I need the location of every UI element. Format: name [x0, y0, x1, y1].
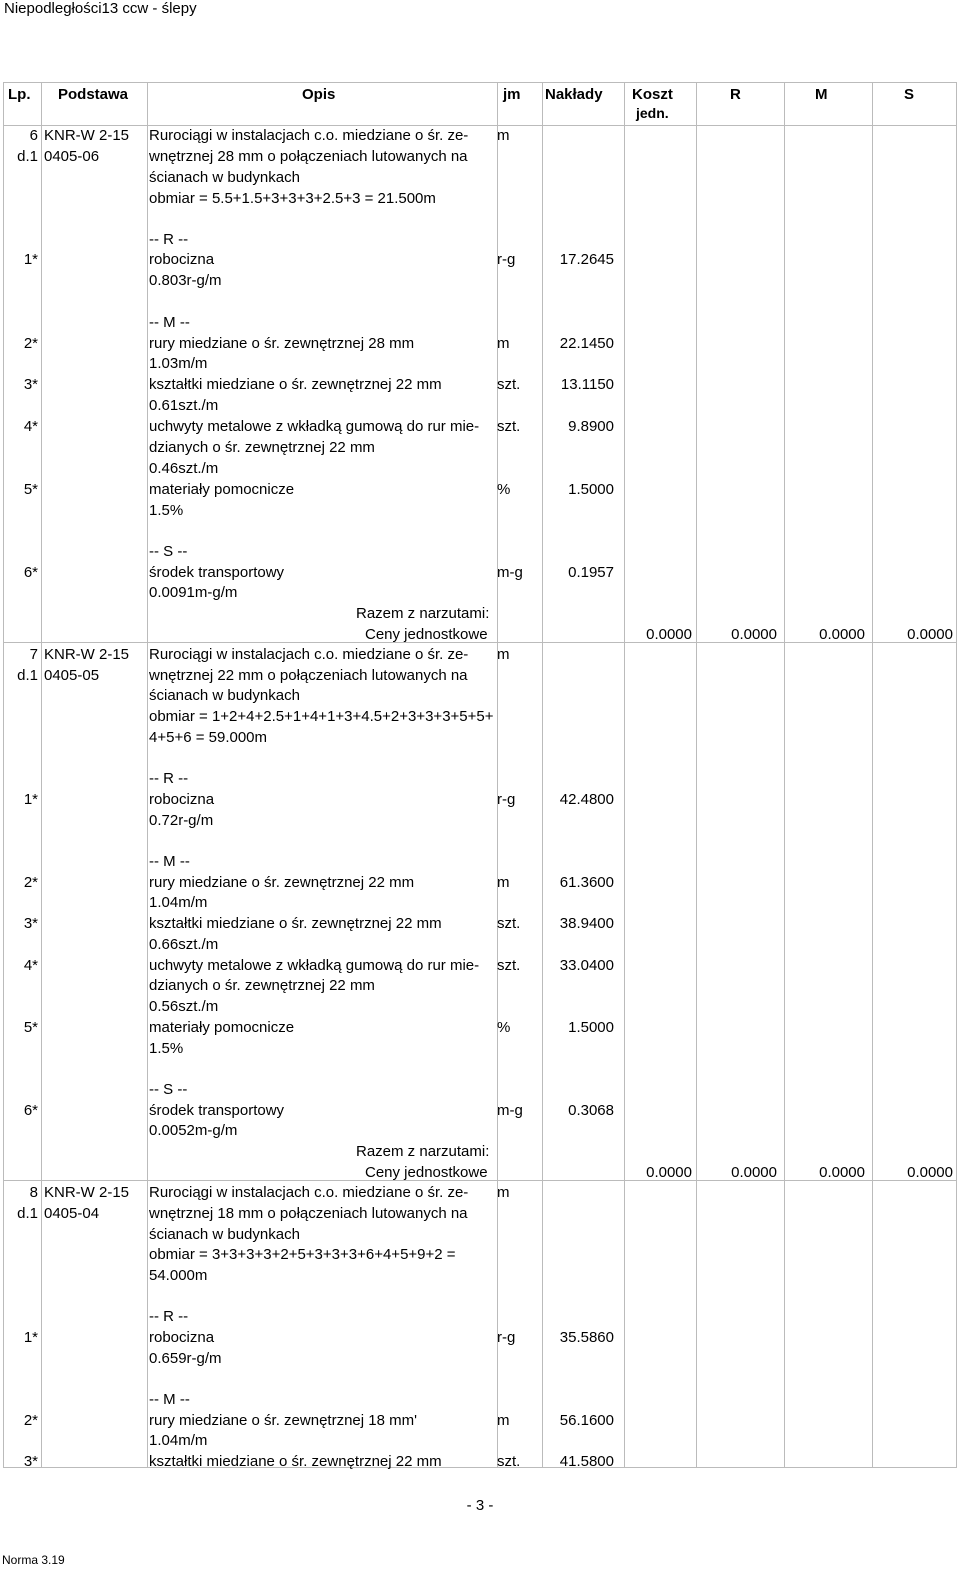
item-qty: 38.9400 — [559, 915, 614, 932]
item-lp: 6* — [23, 564, 38, 581]
item-lp: 2* — [23, 1412, 38, 1429]
item-lp: 3* — [23, 376, 38, 393]
description-line: ścianach w budynkach — [149, 687, 300, 704]
header-m: M — [815, 86, 828, 103]
cost-table — [3, 82, 957, 1468]
item-norm: 0.803r-g/m — [149, 272, 222, 289]
item-norm: 1.04m/m — [149, 1432, 208, 1449]
item-name: materiały pomocnicze — [149, 1019, 295, 1036]
section-m-header: -- M -- — [149, 853, 190, 870]
cost-r: 0.0000 — [731, 626, 777, 643]
item-lp: 4* — [23, 957, 38, 974]
item-unit: r-g — [497, 251, 516, 268]
item-qty: 41.5800 — [559, 1453, 614, 1470]
section-s-header: -- S -- — [149, 543, 188, 560]
item-norm: 0.46szt./m — [149, 460, 219, 477]
header-amount: Nakłady — [545, 86, 603, 103]
item-name: kształtki miedziane o śr. zewnętrznej 22 mm — [149, 376, 442, 393]
column-divider — [542, 83, 543, 1467]
item-qty: 35.5860 — [559, 1329, 614, 1346]
section-r-header: -- R -- — [149, 1308, 189, 1325]
description-line: 4+5+6 = 59.000m — [149, 729, 268, 746]
item-qty: 0.3068 — [568, 1102, 614, 1119]
item-name: kształtki miedziane o śr. zewnętrznej 22 mm — [149, 1453, 442, 1470]
item-name: materiały pomocnicze — [149, 481, 295, 498]
position-prefix: d.1 — [17, 148, 38, 165]
cost-unit: 0.0000 — [646, 1164, 692, 1181]
position-basis: KNR-W 2-15 — [44, 1184, 130, 1201]
header-description: Opis — [302, 86, 336, 103]
column-divider — [497, 83, 498, 1467]
description-line: Rurociągi w instalacjach c.o. miedziane o śr. ze- — [149, 127, 469, 144]
item-qty: 1.5000 — [568, 481, 614, 498]
item-lp: 3* — [23, 915, 38, 932]
item-qty: 13.1150 — [560, 376, 614, 393]
item-name-cont: dzianych o śr. zewnętrznej 22 mm — [149, 439, 375, 456]
description-line: obmiar = 1+2+4+2.5+1+4+1+3+4.5+2+3+3+3+5+5+ — [149, 708, 494, 725]
item-lp: 2* — [23, 335, 38, 352]
summary-unit-prices-label: Ceny jednostkowe — [365, 626, 488, 643]
item-name: uchwyty metalowe z wkładką gumową do rur mie- — [149, 418, 480, 435]
header-s: S — [904, 86, 915, 103]
column-divider — [696, 83, 697, 1467]
item-name: robocizna — [149, 1329, 215, 1346]
item-unit: szt. — [497, 1453, 521, 1470]
header-lp: Lp. — [8, 86, 31, 103]
item-lp: 1* — [23, 251, 38, 268]
position-number: 7 — [29, 646, 38, 663]
cost-m: 0.0000 — [819, 1164, 865, 1181]
header-cost: Koszt — [632, 86, 673, 103]
description-line: wnętrznej 28 mm o połączeniach lutowanych na — [149, 148, 468, 165]
item-norm: 0.66szt./m — [149, 936, 219, 953]
item-norm: 0.0091m-g/m — [149, 584, 238, 601]
page-number: - 3 - — [466, 1497, 494, 1514]
description-line: wnętrznej 22 mm o połączeniach lutowanych na — [149, 667, 468, 684]
item-qty: 56.1600 — [559, 1412, 614, 1429]
item-norm: 1.03m/m — [149, 355, 208, 372]
item-qty: 22.1450 — [559, 335, 614, 352]
section-s-header: -- S -- — [149, 1081, 188, 1098]
header-cost-unit: jedn. — [636, 105, 669, 121]
item-unit: m — [497, 874, 510, 891]
column-divider — [147, 83, 148, 1467]
item-name: środek transportowy — [149, 1102, 285, 1119]
header-unit: jm — [503, 86, 521, 103]
item-norm: 0.0052m-g/m — [149, 1122, 238, 1139]
description-line: Rurociągi w instalacjach c.o. miedziane o śr. ze- — [149, 646, 469, 663]
footer-norma: Norma 3.19 — [2, 1553, 65, 1567]
description-line: ścianach w budynkach — [149, 1226, 300, 1243]
header-r: R — [730, 86, 741, 103]
header-divider — [4, 125, 956, 126]
item-name: środek transportowy — [149, 564, 285, 581]
item-norm: 1.5% — [149, 1040, 184, 1057]
item-lp: 2* — [23, 874, 38, 891]
item-unit: szt. — [497, 418, 521, 435]
position-prefix: d.1 — [17, 667, 38, 684]
position-basis-code: 0405-05 — [44, 667, 100, 684]
position-prefix: d.1 — [17, 1205, 38, 1222]
item-qty: 0.1957 — [568, 564, 614, 581]
section-m-header: -- M -- — [149, 1391, 190, 1408]
section-m-header: -- M -- — [149, 314, 190, 331]
item-lp: 1* — [23, 791, 38, 808]
item-qty: 1.5000 — [568, 1019, 614, 1036]
item-qty: 33.0400 — [559, 957, 614, 974]
position-basis-code: 0405-04 — [44, 1205, 100, 1222]
item-unit: m-g — [497, 1102, 523, 1119]
item-qty: 61.3600 — [559, 874, 614, 891]
description-line: ścianach w budynkach — [149, 169, 300, 186]
position-unit: m — [497, 127, 510, 144]
item-lp: 4* — [23, 418, 38, 435]
column-divider — [872, 83, 873, 1467]
cost-m: 0.0000 — [819, 626, 865, 643]
item-name: kształtki miedziane o śr. zewnętrznej 22 mm — [149, 915, 442, 932]
description-line: obmiar = 3+3+3+3+2+5+3+3+3+6+4+5+9+2 = — [149, 1246, 456, 1263]
description-line: 54.000m — [149, 1267, 208, 1284]
item-unit: m — [497, 335, 510, 352]
summary-total-label: Razem z narzutami: — [356, 1143, 490, 1160]
position-number: 6 — [29, 127, 38, 144]
item-unit: % — [497, 1019, 511, 1036]
item-unit: r-g — [497, 791, 516, 808]
column-divider — [41, 83, 42, 1467]
item-lp: 3* — [23, 1453, 38, 1470]
position-basis: KNR-W 2-15 — [44, 646, 130, 663]
item-qty: 17.2645 — [559, 251, 614, 268]
item-unit: szt. — [497, 957, 521, 974]
column-divider — [624, 83, 625, 1467]
item-qty: 42.4800 — [559, 791, 614, 808]
summary-total-label: Razem z narzutami: — [356, 605, 490, 622]
description-line: Rurociągi w instalacjach c.o. miedziane o śr. ze- — [149, 1184, 469, 1201]
item-norm: 0.72r-g/m — [149, 812, 214, 829]
summary-unit-prices-label: Ceny jednostkowe — [365, 1164, 488, 1181]
item-qty: 9.8900 — [568, 418, 614, 435]
cost-r: 0.0000 — [731, 1164, 777, 1181]
item-lp: 1* — [23, 1329, 38, 1346]
item-norm: 0.61szt./m — [149, 397, 219, 414]
item-lp: 5* — [23, 481, 38, 498]
item-lp: 5* — [23, 1019, 38, 1036]
section-r-header: -- R -- — [149, 770, 189, 787]
description-line: wnętrznej 18 mm o połączeniach lutowanych na — [149, 1205, 468, 1222]
item-name: uchwyty metalowe z wkładką gumową do rur mie- — [149, 957, 480, 974]
cost-s: 0.0000 — [907, 1164, 953, 1181]
cost-unit: 0.0000 — [646, 626, 692, 643]
column-divider — [784, 83, 785, 1467]
item-unit: r-g — [497, 1329, 516, 1346]
item-name-cont: dzianych o śr. zewnętrznej 22 mm — [149, 977, 375, 994]
position-basis-code: 0405-06 — [44, 148, 100, 165]
item-norm: 0.56szt./m — [149, 998, 219, 1015]
item-unit: szt. — [497, 376, 521, 393]
item-name: rury miedziane o śr. zewnętrznej 18 mm' — [149, 1412, 417, 1429]
position-number: 8 — [29, 1184, 38, 1201]
item-norm: 1.5% — [149, 502, 184, 519]
section-r-header: -- R -- — [149, 231, 189, 248]
position-basis: KNR-W 2-15 — [44, 127, 130, 144]
position-unit: m — [497, 646, 510, 663]
position-unit: m — [497, 1184, 510, 1201]
item-name: rury miedziane o śr. zewnętrznej 22 mm — [149, 874, 415, 891]
item-norm: 0.659r-g/m — [149, 1350, 222, 1367]
item-norm: 1.04m/m — [149, 894, 208, 911]
document-title: Niepodległości13 ccw - ślepy — [4, 0, 197, 17]
item-name: robocizna — [149, 251, 215, 268]
item-unit: m-g — [497, 564, 523, 581]
cost-s: 0.0000 — [907, 626, 953, 643]
item-lp: 6* — [23, 1102, 38, 1119]
item-name: rury miedziane o śr. zewnętrznej 28 mm — [149, 335, 415, 352]
item-unit: szt. — [497, 915, 521, 932]
item-unit: % — [497, 481, 511, 498]
item-name: robocizna — [149, 791, 215, 808]
description-line: obmiar = 5.5+1.5+3+3+3+2.5+3 = 21.500m — [149, 190, 436, 207]
header-basis: Podstawa — [58, 86, 129, 103]
item-unit: m — [497, 1412, 510, 1429]
